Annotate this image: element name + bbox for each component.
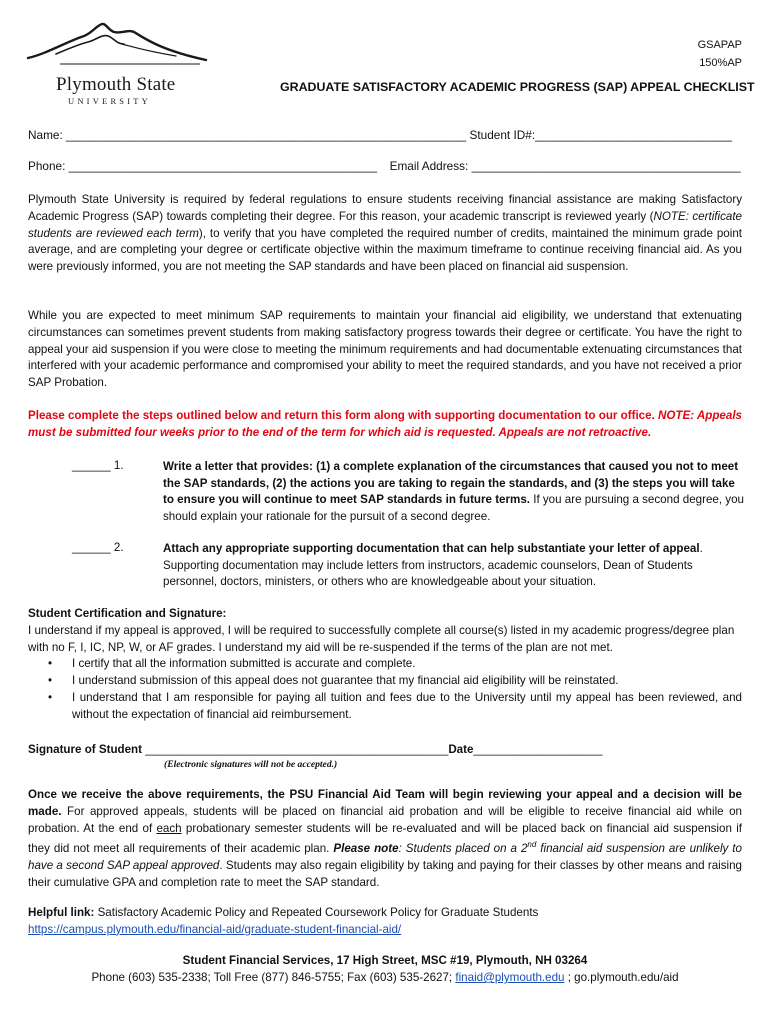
footer-email-link[interactable]: finaid@plymouth.edu xyxy=(455,971,565,984)
signature-label: Signature of Student xyxy=(28,743,143,756)
student-id-label: Student ID#: xyxy=(469,128,536,142)
date-field[interactable]: ____________________ xyxy=(473,743,603,756)
student-id-field[interactable]: ______________________________ xyxy=(535,128,732,142)
step-1-bold: Write a letter that provides: (1) a complete explanation of the circumstances that caused you not to meet the SAP standards, (2) the actions you are taking to regain the standards, and (3) the steps you will take to ensure you will continue to meet SAP standards in future terms. xyxy=(163,460,739,507)
helpful-link-text: Satisfactory Academic Policy and Repeated Coursework Policy for Graduate Students xyxy=(94,906,539,919)
step-1-text xyxy=(163,459,745,525)
intro-p1-note: NOTE: certificate students are reviewed each term xyxy=(28,209,742,240)
signature-row xyxy=(28,743,602,756)
form-codes xyxy=(698,36,742,72)
intro-paragraph-1 xyxy=(28,192,742,276)
step-2-checkbox[interactable]: ______ 2. xyxy=(72,541,124,554)
date-label: Date xyxy=(448,743,474,756)
certification-section xyxy=(28,606,742,724)
review-each: each xyxy=(156,821,182,835)
logo-university: UNIVERSITY xyxy=(68,96,151,106)
red-instruction-text: Please complete the steps outlined below and return this form along with supporting documentation to our office. xyxy=(28,409,659,422)
helpful-link-section xyxy=(28,905,742,939)
footer-contact xyxy=(0,971,770,984)
phone-label: Phone: xyxy=(28,159,66,173)
list-item-text: I understand that I am responsible for paying all tuition and fees due to the University until my appeal has been reviewed, and without the expectation of financial aid reimbursement. xyxy=(72,690,742,721)
email-label: Email Address: xyxy=(389,159,469,173)
step-1-detail: If you are pursuing a second degree, you should explain your rationale for the pursuit of a second degree. xyxy=(163,493,744,523)
form-code-1: GSAPAP xyxy=(697,39,742,51)
step-2-detail: . Supporting documentation may include letters from instructors, academic counselors, Dean of Students personnel, doctors, ministers, or others who are knowledgeable about your situation. xyxy=(163,542,703,589)
list-item-text: I understand submission of this appeal does not guarantee that my financial aid eligibility will be reinstated. xyxy=(72,674,619,688)
bullet-icon: • xyxy=(48,657,53,671)
list-item-text: I certify that all the information submitted is accurate and complete. xyxy=(72,657,416,671)
form-code-2: 150%AP xyxy=(699,57,742,69)
certification-intro: I understand if my appeal is approved, I will be required to successfully complete all course(s) listed in my academic progress/degree plan with no F, I, IC, NP, W, or AF grades. I understand my aid will be re-suspended if the terms of the plan are not met. xyxy=(28,623,735,654)
red-instruction xyxy=(28,408,742,442)
step-2-bold: Attach any appropriate supporting documentation that can help substantiate your letter of appeal xyxy=(163,542,700,555)
intro-p1-text-b: ), to verify that you have completed the required number of credits, maintained the minimum grade point average, and are completing your degree or certificate objective within the maximum timeframe to continue receiving financial aid. As you were previously informed, you are not meeting the SAP standards and have been placed on financial aid suspension. xyxy=(28,226,742,274)
helpful-link-url[interactable]: https://campus.plymouth.edu/financial-aid/graduate-student-financial-aid/ xyxy=(28,922,402,936)
phone-row xyxy=(28,159,741,173)
page-title: GRADUATE SATISFACTORY ACADEMIC PROGRESS (SAP) APPEAL CHECKLIST xyxy=(280,80,755,94)
review-note-sup: nd xyxy=(527,840,537,850)
name-field[interactable]: _____________________________________________________________ xyxy=(66,128,467,142)
name-label: Name: xyxy=(28,128,63,142)
list-item xyxy=(28,673,742,690)
footer-office: Student Financial Services, 17 High Street, MSC #19, Plymouth, NH 03264 xyxy=(182,954,588,967)
list-item xyxy=(28,656,742,673)
review-paragraph xyxy=(28,787,742,892)
signature-field[interactable]: _______________________________________________ xyxy=(145,743,449,756)
list-item xyxy=(28,690,742,724)
intro-p1-text-a: Plymouth State University is required by federal regulations to ensure students receiving financial assistance are making Satisfactory Academic Progress (SAP) towards completing their degree. For this reason, your academic transcript is reviewed yearly ( xyxy=(28,193,742,223)
certification-list xyxy=(28,656,742,723)
name-row xyxy=(28,128,732,142)
step-1-checkbox[interactable]: ______ 1. xyxy=(72,459,124,472)
review-note-a: : Students placed on a 2 xyxy=(398,842,528,856)
red-instruction-note: NOTE: Appeals must be submitted four weeks prior to the end of the term for which aid is requested. Appeals are not retroactive. xyxy=(28,409,742,439)
esignature-note: (Electronic signatures will not be accepted.) xyxy=(164,759,338,770)
mountain-logo-icon xyxy=(26,20,212,80)
university-logo xyxy=(26,20,212,106)
review-note-b: financial aid suspension are unlikely to have a second SAP appeal approved xyxy=(28,842,742,873)
bullet-icon: • xyxy=(48,674,53,688)
intro-paragraph-2: While you are expected to meet minimum SAP requirements to maintain your financial aid eligibility, we understand that extenuating circumstances can sometimes prevent students from making satisfactory progress towards their degree or certificate. You have the right to appeal your aid suspension if you were close to meeting the minimum requirements and had documentable extenuating circumstances that interfered with your academic performance and compromised your ability to meet the required standards, and you have not received a prior SAP Probation. xyxy=(28,309,742,390)
email-field[interactable]: _________________________________________ xyxy=(471,159,741,173)
certification-heading: Student Certification and Signature: xyxy=(28,607,227,620)
logo-name: Plymouth State xyxy=(56,74,176,95)
review-text-1: For approved appeals, students will be placed on financial aid probation and will be eligible to receive financial aid while on probation. At the end of xyxy=(28,804,742,835)
phone-field[interactable]: _______________________________________________ xyxy=(68,159,378,173)
bullet-icon: • xyxy=(48,690,53,704)
footer-contact-text: Phone (603) 535-2338; Toll Free (877) 846-5755; Fax (603) 535-2627; xyxy=(91,971,456,984)
review-note-label: Please note xyxy=(333,842,399,856)
review-text-3: . Students may also regain eligibility by taking and paying for their classes by other means and raising their cumulative GPA and completion rate to meet the SAP standard. xyxy=(28,859,743,889)
step-2-text xyxy=(163,541,745,591)
review-text-2: probationary semester students will be re-evaluated and will be placed back on financial aid suspension if they did not meet all requirements of their academic plan. xyxy=(28,821,742,856)
footer-website-text: ; go.plymouth.edu/aid xyxy=(564,971,679,984)
review-bold: Once we receive the above requirements, the PSU Financial Aid Team will begin reviewing your appeal and a decision will be made. xyxy=(28,788,742,818)
helpful-link-label: Helpful link: xyxy=(28,906,95,919)
